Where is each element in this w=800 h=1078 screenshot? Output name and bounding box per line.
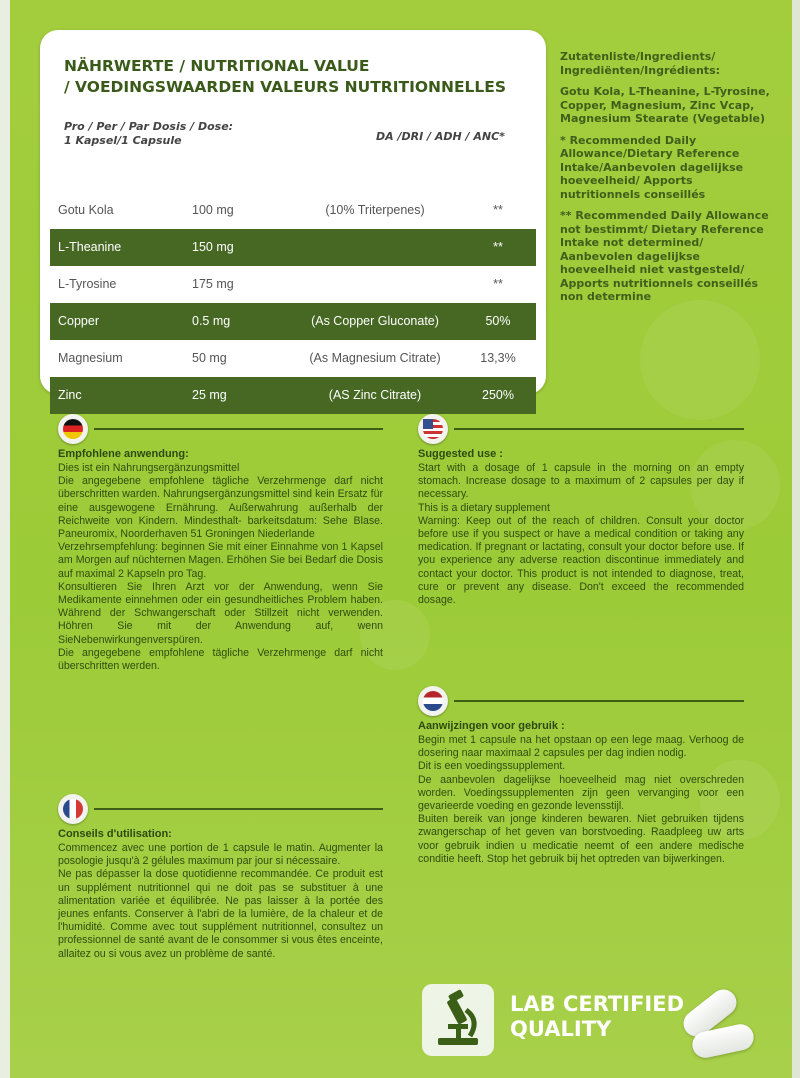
nutrient-note: (AS Zinc Citrate) xyxy=(328,388,422,402)
nutrient-dri: ** xyxy=(493,240,503,254)
french-flag-icon xyxy=(58,794,88,824)
box-edge-left xyxy=(0,0,10,1078)
nutrition-row xyxy=(50,266,536,303)
nutrient-name: Magnesium xyxy=(58,351,123,365)
french-paragraph: Commencez avec une portion de 1 capsule le matin. Augmenter la posologie jusqu'à 2 gélules maximum par jour si nécessaire. xyxy=(58,842,383,868)
decorative-bubble xyxy=(640,300,760,420)
dose-amount: 1 Kapsel/1 Capsule xyxy=(64,134,182,147)
dutch-heading: Aanwijzingen voor gebruik : xyxy=(418,720,565,732)
nutrient-amount: 100 mg xyxy=(192,203,234,217)
lab-certified-line1: LAB CERTIFIED xyxy=(510,992,685,1016)
english-section xyxy=(418,414,744,684)
lab-certified-label xyxy=(510,992,684,1042)
french-heading: Conseils d'utilisation: xyxy=(58,828,172,840)
nutrition-row xyxy=(50,303,536,340)
nutrient-note: (As Copper Gluconate) xyxy=(311,314,439,328)
nutrient-amount: 150 mg xyxy=(192,240,234,254)
nutrient-amount: 50 mg xyxy=(192,351,227,365)
german-flag-icon xyxy=(58,414,88,444)
dri-header: DA /DRI / ADH / ANC* xyxy=(376,130,505,143)
section-divider xyxy=(94,808,383,810)
nutrition-title xyxy=(64,56,534,98)
dutch-paragraph: Buiten bereik van jonge kinderen bewaren. Niet gebruiken tijdens zwangerschap of het geven van borstvoeding. Raadpleeg uw arts voor gebruik indien u medicatie neemt of een andere medische conditie heeft. Stop het gebruik bij het optreden van bijwerkingen. xyxy=(418,813,744,865)
german-paragraph: Konsultieren Sie Ihren Arzt vor der Anwendung, wenn Sie Medikamente einnehmen oder ein gesundheitliches Problem haben. Während der Schwangerschaft oder Stillzeit nicht verwenden. Höhren Sie mit der Anwendung auf, wenn SieNebenwirkungenverspüren. xyxy=(58,580,383,646)
nutrient-dri: 250% xyxy=(482,388,514,402)
french-paragraph: Ne pas dépasser la dose quotidienne recommandée. Ce produit est un supplément nutritionnel qui ne doit pas se substituer à une alimentation variée et équilibrée. Ne pas laisser à la portée des jeunes enfants. Conserver à l'abri de la lumière, de la chaleur et de l'humidité. Comme avec tout supplément nutritionnel, consultez un professionnel de santé avant de le consommer si vous êtes enceinte, allaitez ou si vous avez un problème de santé. xyxy=(58,868,383,960)
nutrition-row xyxy=(50,192,536,229)
nutrition-row xyxy=(50,229,536,266)
dutch-text xyxy=(418,734,744,866)
english-paragraph: This is a dietary supplement xyxy=(418,501,550,514)
ingredients-panel xyxy=(560,50,775,312)
nutrient-name: L-Tyrosine xyxy=(58,277,117,291)
german-paragraph: Die angegebene empfohlene tägliche Verzehrmenge darf nicht überschritten werden. xyxy=(58,646,383,673)
german-paragraph: Dies ist ein Nahrungsergänzungsmittel xyxy=(58,462,240,474)
nutrient-name: Gotu Kola xyxy=(58,203,114,217)
english-heading: Suggested use : xyxy=(418,448,503,460)
nutrient-dri: ** xyxy=(493,203,503,217)
section-divider xyxy=(454,700,744,702)
french-text xyxy=(58,842,383,961)
german-heading: Empfohlene anwendung: xyxy=(58,448,189,460)
nutrient-amount: 25 mg xyxy=(192,388,227,402)
nutrient-dri: 13,3% xyxy=(480,351,516,365)
section-divider xyxy=(94,428,383,430)
microscope-icon xyxy=(422,984,494,1056)
nutrition-row xyxy=(50,377,536,414)
nutrient-amount: 0.5 mg xyxy=(192,314,231,328)
nutrient-note: (10% Triterpenes) xyxy=(325,203,425,217)
ingredients-list: Gotu Kola, L-Theanine, L-Tyrosine, Copper, Magnesium, Zinc Vcap, Magnesium Stearate (Vegetable) xyxy=(560,85,770,125)
dri-not-determined-footnote: ** Recommended Daily Allowance not bestimmt/ Dietary Reference Intake not determined/ Aanbevolen dagelijkse hoeveelheid niet vastgesteld/ Apports nutritionnels conseillés non determine xyxy=(560,209,769,303)
nutrition-card xyxy=(40,30,546,402)
english-paragraph: Start with a dosage of 1 capsule in the morning on an empty stomach. Increase dosage to a maximum of 2 capsules per day if necessary. xyxy=(418,462,744,501)
dose-label: Pro / Per / Par Dosis / Dose: xyxy=(64,120,234,133)
nutrition-title-line2: / VOEDINGSWAARDEN VALEURS NUTRITIONNELLES xyxy=(64,78,507,96)
nutrient-dri: 50% xyxy=(485,314,511,328)
nutrient-name: Copper xyxy=(58,314,99,328)
german-paragraph: Die angegebene empfohlene tägliche Verzehrmenge darf nicht überschritten warden. Nahrungsergänzungsmittel sind kein Ersatz für eine ausgewogene Ernährung. Außerwahrung außerhalb der Reichweite von Kindern. Mindesthalt- barkeitsdatum: Sehe Blase. Paneuromix, Noorderhaven 51 Groningen Niederlande xyxy=(58,475,383,541)
ingredients-heading: Zutatenliste/Ingredients/ Ingrediënten/Ingrédients: xyxy=(560,50,721,77)
dutch-flag-icon xyxy=(418,686,448,716)
nutrient-name: Zinc xyxy=(58,388,82,402)
german-paragraph: Verzehrsempfehlung: beginnen Sie mit einer Einnahme von 1 Kapsel am Morgen auf nüchternen Magen. Erhöhen Sie bei Bedarf die Dosis auf maximal 2 Kapseln pro Tag. xyxy=(58,541,383,580)
dutch-paragraph: Dit is een voedingssupplement. xyxy=(418,760,566,773)
german-section xyxy=(58,414,383,796)
lab-certified-line2: QUALITY xyxy=(510,1017,612,1041)
section-divider xyxy=(454,428,744,430)
french-section xyxy=(58,794,383,1064)
nutrition-title-line1: NÄHRWERTE / NUTRITIONAL VALUE xyxy=(64,57,370,75)
nutrient-note: (As Magnesium Citrate) xyxy=(309,351,441,365)
nutrient-dri: ** xyxy=(493,277,503,291)
english-text xyxy=(418,462,744,607)
dri-footnote: * Recommended Daily Allowance/Dietary Reference Intake/Aanbevolen dagelijkse hoeveelheid/ Apports nutritionnels conseillés xyxy=(560,133,744,201)
dutch-paragraph: De aanbevolen dagelijkse hoeveelheid mag niet overschreden worden. Voedingssupplementen zijn geen vervanging voor een gevarieerde voeding en gezonde levensstijl. xyxy=(418,773,744,813)
us-flag-icon xyxy=(418,414,448,444)
nutrient-amount: 175 mg xyxy=(192,277,234,291)
dutch-paragraph: Begin met 1 capsule na het opstaan op een lege maag. Verhoog de dosering naar maximaal 2 capsules per dag indien nodig. xyxy=(418,734,744,760)
box-edge-right xyxy=(792,0,800,1078)
nutrition-table xyxy=(50,192,536,414)
nutrient-name: L-Theanine xyxy=(58,240,122,254)
english-paragraph: Warning: Keep out of the reach of children. Consult your doctor before use if you suspect or have a medical condition or taking any medication. If pregnant or lactating, consult your doctor before use. If you experience any adverse reaction discontinue immediately and contact your doctor. This product is not intended to diagnose, treat, cure or prevent any disease. Don't exceed the recommended dosage. xyxy=(418,514,744,607)
nutrition-row xyxy=(50,340,536,377)
dutch-section xyxy=(418,686,744,976)
german-text xyxy=(58,462,383,673)
